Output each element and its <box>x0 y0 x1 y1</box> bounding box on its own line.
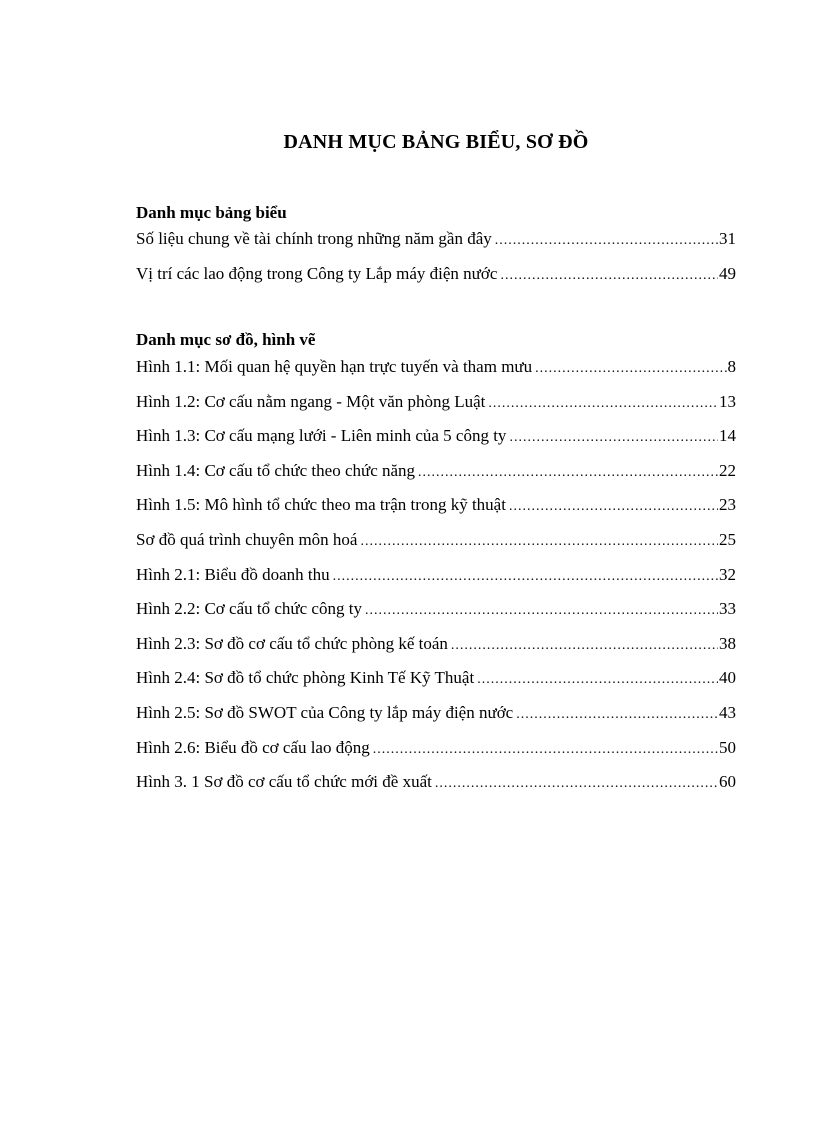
toc-entry-text: Sơ đồ quá trình chuyên môn hoá <box>136 529 358 549</box>
toc-entry-text: Vị trí các lao động trong Công ty Lắp máy điện nước <box>136 263 498 283</box>
toc-entry-page: 60 <box>719 772 736 792</box>
toc-entry <box>136 461 736 496</box>
toc-entry-text: Hình 3. 1 Sơ đồ cơ cấu tổ chức mới đề xuất <box>136 772 432 792</box>
dot-leader <box>373 742 718 758</box>
tables-list <box>136 229 736 298</box>
dot-leader <box>488 396 718 412</box>
dot-leader <box>509 499 718 515</box>
toc-entry <box>136 668 736 703</box>
dot-leader <box>477 672 718 688</box>
toc-entry <box>136 634 736 669</box>
toc-entry-text: Hình 1.4: Cơ cấu tổ chức theo chức năng <box>136 460 416 480</box>
dot-leader <box>509 430 718 446</box>
toc-entry-page: 23 <box>719 495 736 515</box>
toc-entry-page: 25 <box>719 529 736 549</box>
toc-entry-text: Hình 2.1: Biểu đồ doanh thu <box>136 564 330 584</box>
figures-list <box>136 357 736 807</box>
toc-entry-page: 22 <box>719 460 736 480</box>
toc-entry <box>136 426 736 461</box>
toc-entry-page: 38 <box>719 633 736 653</box>
toc-entry-page: 50 <box>719 737 736 757</box>
dot-leader <box>333 569 718 585</box>
toc-entry-page: 8 <box>727 357 736 376</box>
toc-entry-text: Hình 2.3: Sơ đồ cơ cấu tổ chức phòng kế toán <box>136 633 448 653</box>
toc-entry-text: Hình 2.2: Cơ cấu tổ chức công ty <box>136 599 362 619</box>
toc-entry-page: 31 <box>719 229 736 248</box>
toc-entry-text: Hình 1.5: Mô hình tổ chức theo ma trận trong kỹ thuật <box>136 495 506 515</box>
toc-entry-page: 40 <box>719 668 736 688</box>
toc-entry-text: Hình 2.4: Sơ đồ tổ chức phòng Kinh Tế Kỹ Thuật <box>136 668 475 688</box>
toc-entry-page: 49 <box>719 263 736 283</box>
toc-entry <box>136 392 736 427</box>
toc-entry-page: 43 <box>719 702 736 722</box>
toc-entry <box>136 229 736 264</box>
toc-entry <box>136 565 736 600</box>
dot-leader <box>535 361 726 377</box>
dot-leader <box>500 268 718 284</box>
dot-leader <box>360 534 718 550</box>
figures-section-heading: Danh mục sơ đồ, hình vẽ <box>136 330 316 349</box>
toc-entry <box>136 530 736 565</box>
dot-leader <box>418 465 718 481</box>
toc-entry <box>136 772 736 807</box>
toc-entry-text: Số liệu chung về tài chính trong những năm gần đây <box>136 229 492 248</box>
toc-entry-page: 33 <box>719 599 736 619</box>
toc-entry <box>136 264 736 299</box>
toc-entry-text: Hình 1.3: Cơ cấu mạng lưới - Liên minh của 5 công ty <box>136 426 507 446</box>
toc-entry-page: 14 <box>719 426 736 446</box>
toc-entry-page: 13 <box>719 391 736 411</box>
toc-entry-text: Hình 2.5: Sơ đồ SWOT của Công ty lắp máy điện nước <box>136 702 514 722</box>
toc-entry <box>136 738 736 773</box>
toc-entry <box>136 599 736 634</box>
dot-leader <box>451 638 718 654</box>
toc-entry-text: Hình 1.1: Mối quan hệ quyền hạn trực tuyến và tham mưu <box>136 357 533 376</box>
toc-entry <box>136 495 736 530</box>
toc-entry-page: 32 <box>719 564 736 584</box>
dot-leader <box>516 707 718 723</box>
page-title: DANH MỤC BẢNG BIỂU, SƠ ĐỒ <box>283 131 589 153</box>
toc-entry-text: Hình 1.2: Cơ cấu nằm ngang - Một văn phòng Luật <box>136 391 486 411</box>
toc-entry <box>136 703 736 738</box>
tables-section-heading: Danh mục bảng biểu <box>136 203 287 222</box>
toc-entry-text: Hình 2.6: Biểu đồ cơ cấu lao động <box>136 737 370 757</box>
dot-leader <box>365 603 718 619</box>
toc-entry <box>136 357 736 392</box>
dot-leader <box>435 776 718 792</box>
dot-leader <box>495 233 718 249</box>
